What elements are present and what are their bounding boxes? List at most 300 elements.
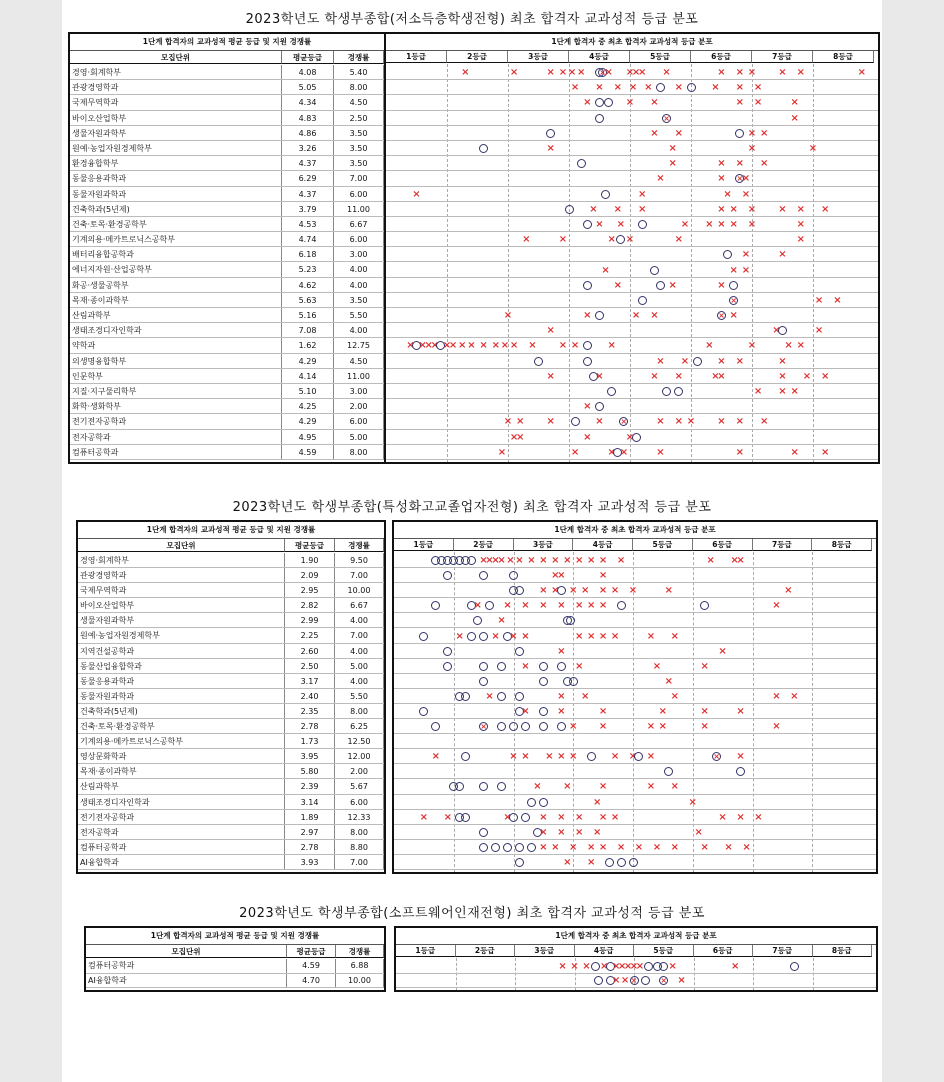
fail-mark-x: × — [575, 600, 584, 612]
pass-mark-circle — [571, 417, 580, 426]
fail-mark-x: × — [521, 630, 530, 642]
row-competition-ratio: 3.50 — [334, 141, 384, 155]
pass-mark-circle — [497, 722, 506, 731]
row-avg-grade: 4.34 — [282, 95, 334, 109]
chart-row — [394, 689, 876, 704]
row-avg-grade: 2.60 — [285, 644, 335, 658]
row-competition-ratio: 8.00 — [334, 80, 384, 94]
chart-title: 1단계 합격자 중 최초 합격자 교과성적 등급 분포 — [396, 928, 876, 945]
fail-mark-x: × — [485, 555, 494, 567]
fail-mark-x: × — [729, 203, 738, 215]
table-row — [70, 217, 384, 232]
pass-mark-circle — [662, 387, 671, 396]
row-competition-ratio: 6.00 — [335, 795, 384, 809]
table-row — [70, 414, 384, 429]
fail-mark-x: × — [784, 340, 793, 352]
stats-table-title: 1단계 합격자의 교과성적 평균 등급 및 지원 경쟁률 — [86, 928, 384, 945]
fail-mark-x: × — [717, 416, 726, 428]
row-avg-grade: 2.35 — [285, 704, 335, 718]
row-avg-grade: 4.70 — [287, 974, 336, 988]
pass-mark-circle — [583, 341, 592, 350]
row-avg-grade: 5.05 — [282, 80, 334, 94]
pass-mark-circle — [605, 858, 614, 867]
fail-mark-x: × — [509, 630, 518, 642]
fail-mark-x: × — [625, 234, 635, 246]
fail-mark-x: × — [753, 82, 763, 94]
row-avg-grade: 2.09 — [285, 568, 335, 582]
fail-mark-x: × — [607, 340, 616, 352]
fail-mark-x: × — [558, 340, 568, 352]
pass-mark-circle — [455, 782, 464, 791]
row-unit-name: 건축·토목·환경공학부 — [78, 719, 285, 733]
fail-mark-x: × — [607, 234, 616, 246]
chart-row — [394, 825, 876, 840]
fail-mark-x: × — [430, 340, 439, 352]
fail-mark-x: × — [539, 555, 548, 567]
stats-table-title: 1단계 합격자의 교과성적 평균 등급 및 지원 경쟁률 — [78, 522, 384, 539]
fail-mark-x: × — [570, 960, 579, 972]
pass-mark-circle — [583, 357, 592, 366]
row-unit-name: 산림과학부 — [78, 779, 285, 793]
row-unit-name: 생태조경디자인학과 — [70, 323, 282, 337]
chart-row — [386, 308, 878, 323]
row-unit-name: 목재·종이과학부 — [78, 764, 285, 778]
fail-mark-x: × — [635, 960, 645, 972]
fail-mark-x: × — [617, 960, 627, 972]
chart-row — [386, 141, 878, 156]
grade-header: 8등급 — [813, 945, 873, 957]
fail-mark-x: × — [473, 600, 482, 612]
fail-mark-x: × — [610, 811, 620, 823]
fail-mark-x: × — [583, 310, 592, 322]
chart-row — [386, 399, 878, 414]
row-competition-ratio: 11.00 — [334, 202, 384, 216]
pass-mark-circle — [461, 813, 470, 822]
fail-mark-x: × — [582, 960, 591, 972]
pass-mark-circle — [479, 843, 488, 852]
row-unit-name: 영상문화학과 — [78, 749, 285, 763]
row-unit-name: 전자공학과 — [78, 825, 285, 839]
chart-row — [386, 126, 878, 141]
fail-mark-x: × — [610, 585, 620, 597]
row-competition-ratio: 12.00 — [335, 749, 384, 763]
fail-mark-x: × — [595, 416, 604, 428]
pass-mark-circle — [539, 722, 548, 731]
pass-mark-circle — [638, 296, 647, 305]
fail-mark-x: × — [644, 82, 653, 94]
pass-mark-circle — [509, 813, 518, 822]
fail-mark-x: × — [575, 826, 584, 838]
fail-mark-x: × — [700, 660, 709, 672]
fail-mark-x: × — [772, 721, 781, 733]
fail-mark-x: × — [772, 600, 781, 612]
fail-mark-x: × — [790, 112, 799, 124]
mixed-mark: × — [480, 722, 487, 732]
stats-rows — [78, 553, 384, 870]
fail-mark-x: × — [717, 355, 726, 367]
row-competition-ratio: 5.67 — [335, 779, 384, 793]
row-unit-name: AI융합학과 — [78, 855, 285, 869]
row-unit-name: 원예·농업자원경제학부 — [78, 628, 285, 642]
fail-mark-x: × — [778, 386, 787, 398]
chart-row — [386, 414, 878, 429]
mixed-mark: × — [713, 752, 720, 762]
fail-mark-x: × — [759, 416, 769, 428]
row-unit-name: 원예·농업자원경제학부 — [70, 141, 282, 155]
table-row — [70, 65, 384, 80]
fail-mark-x: × — [491, 555, 500, 567]
section-title: 2023학년도 학생부종합(특성화고교졸업자전형) 최초 합격자 교과성적 등급 분포 — [232, 500, 712, 515]
fail-mark-x: × — [509, 67, 519, 79]
fail-mark-x: × — [592, 796, 602, 808]
pass-mark-circle — [634, 752, 643, 761]
chart-row — [386, 384, 878, 399]
row-avg-grade: 5.16 — [282, 308, 334, 322]
row-unit-name: 관광경영학과 — [70, 80, 282, 94]
pass-mark-circle — [641, 976, 650, 985]
chart-row — [394, 583, 876, 598]
fail-mark-x: × — [527, 555, 536, 567]
chart-rows — [396, 959, 876, 988]
pass-mark-circle — [539, 798, 548, 807]
table-row — [70, 247, 384, 262]
fail-mark-x: × — [546, 370, 555, 382]
pass-mark-circle — [534, 357, 543, 366]
fail-mark-x: × — [677, 975, 686, 987]
fail-mark-x: × — [735, 97, 744, 109]
pass-mark-circle — [539, 662, 548, 671]
fail-mark-x: × — [717, 279, 726, 291]
fail-mark-x: × — [706, 555, 715, 567]
pass-mark-circle — [479, 828, 488, 837]
row-competition-ratio: 7.00 — [334, 171, 384, 185]
fail-mark-x: × — [729, 264, 738, 276]
table-row — [70, 323, 384, 338]
fail-mark-x: × — [629, 960, 639, 972]
fail-mark-x: × — [569, 721, 578, 733]
pass-mark-circle — [443, 662, 452, 671]
fail-mark-x: × — [650, 97, 659, 109]
chart-row — [386, 80, 878, 95]
row-unit-name: 화학·생화학부 — [70, 399, 282, 413]
table-row — [70, 293, 384, 308]
document-page — [62, 0, 882, 1082]
fail-mark-x: × — [625, 431, 635, 443]
pass-mark-circle — [656, 281, 665, 290]
fail-mark-x: × — [610, 751, 620, 763]
fail-mark-x: × — [784, 585, 793, 597]
pass-mark-circle — [638, 220, 647, 229]
fail-mark-x: × — [656, 173, 665, 185]
fail-mark-x: × — [620, 975, 630, 987]
fail-mark-x: × — [814, 294, 824, 306]
table-row — [70, 80, 384, 95]
fail-mark-x: × — [570, 82, 580, 94]
stats-table — [76, 520, 386, 874]
pass-mark-circle — [521, 722, 530, 731]
fail-mark-x: × — [604, 67, 613, 79]
row-avg-grade: 1.73 — [285, 734, 335, 748]
row-competition-ratio: 2.50 — [334, 111, 384, 125]
table-row — [70, 399, 384, 414]
fail-mark-x: × — [778, 203, 787, 215]
chart-row — [394, 779, 876, 794]
row-avg-grade: 4.08 — [282, 65, 334, 79]
pass-mark-circle — [431, 722, 440, 731]
fail-mark-x: × — [557, 690, 566, 702]
chart-row — [394, 613, 876, 628]
stats-table-title: 1단계 합격자의 교과성적 평균 등급 및 지원 경쟁률 — [70, 34, 384, 51]
chart-row — [394, 855, 876, 870]
pass-mark-circle — [601, 190, 610, 199]
fail-mark-x: × — [724, 841, 733, 853]
fail-mark-x: × — [503, 416, 513, 428]
fail-mark-x: × — [595, 218, 604, 230]
pass-mark-circle — [659, 962, 668, 971]
fail-mark-x: × — [557, 811, 566, 823]
fail-mark-x: × — [735, 158, 744, 170]
pass-mark-circle — [617, 858, 626, 867]
table-row — [70, 430, 384, 445]
fail-mark-x: × — [592, 826, 602, 838]
fail-mark-x: × — [637, 188, 647, 200]
fail-mark-x: × — [808, 143, 818, 155]
pass-mark-circle — [443, 647, 452, 656]
fail-mark-x: × — [623, 960, 633, 972]
grade-header: 8등급 — [812, 539, 872, 551]
fail-mark-x: × — [717, 67, 726, 79]
fail-mark-x: × — [735, 67, 744, 79]
chart-row — [386, 171, 878, 186]
row-avg-grade: 4.25 — [282, 399, 334, 413]
table-row — [78, 719, 384, 734]
chart-row — [386, 95, 878, 110]
fail-mark-x: × — [674, 416, 683, 428]
fail-mark-x: × — [598, 585, 608, 597]
row-competition-ratio: 12.50 — [335, 734, 384, 748]
fail-mark-x: × — [610, 630, 620, 642]
pass-mark-circle — [595, 98, 604, 107]
row-unit-name: 관광경영학과 — [78, 568, 285, 582]
fail-mark-x: × — [613, 82, 622, 94]
chart-row — [394, 719, 876, 734]
chart-row — [386, 65, 878, 80]
row-unit-name: 동물자원과학과 — [70, 187, 282, 201]
table-row — [78, 598, 384, 613]
chart-row — [394, 810, 876, 825]
grade-header: 2등급 — [456, 945, 516, 957]
pass-mark-circle — [587, 752, 596, 761]
fail-mark-x: × — [515, 555, 524, 567]
fail-mark-x: × — [637, 67, 647, 79]
fail-mark-x: × — [735, 82, 744, 94]
table-row — [78, 553, 384, 568]
pass-mark-circle — [515, 692, 524, 701]
fail-mark-x: × — [652, 841, 662, 853]
row-avg-grade: 4.53 — [282, 217, 334, 231]
fail-mark-x: × — [796, 67, 805, 79]
fail-mark-x: × — [586, 841, 596, 853]
row-competition-ratio: 2.00 — [334, 399, 384, 413]
fail-mark-x: × — [646, 781, 656, 793]
chart-row — [394, 553, 876, 568]
fail-mark-x: × — [736, 811, 745, 823]
pass-mark-circle — [497, 692, 506, 701]
fail-mark-x: × — [628, 751, 638, 763]
row-avg-grade: 4.86 — [282, 126, 334, 140]
fail-mark-x: × — [796, 203, 805, 215]
grade-header: 5등급 — [634, 945, 694, 957]
pass-mark-circle — [616, 235, 625, 244]
fail-mark-x: × — [586, 600, 596, 612]
table-row — [70, 354, 384, 369]
row-unit-name: 경영·회계학부 — [78, 553, 285, 567]
chart-row — [386, 445, 878, 460]
fail-mark-x: × — [670, 841, 679, 853]
fail-mark-x: × — [613, 279, 622, 291]
column-header-avg: 평균등급 — [287, 945, 336, 958]
fail-mark-x: × — [546, 67, 555, 79]
fail-mark-x: × — [509, 340, 519, 352]
row-unit-name: 기계의용·메카트로닉스공학부 — [78, 734, 285, 748]
fail-mark-x: × — [631, 67, 641, 79]
pass-mark-circle — [557, 722, 566, 731]
pass-mark-circle — [509, 722, 518, 731]
fail-mark-x: × — [595, 82, 604, 94]
row-avg-grade: 3.95 — [285, 749, 335, 763]
pass-mark-circle — [594, 976, 603, 985]
row-competition-ratio: 5.00 — [334, 430, 384, 444]
chart-row — [386, 430, 878, 445]
fail-mark-x: × — [528, 340, 537, 352]
fail-mark-x: × — [586, 630, 596, 642]
fail-mark-x: × — [747, 143, 757, 155]
fail-mark-x: × — [569, 585, 578, 597]
pass-mark-circle — [443, 571, 452, 580]
fail-mark-x: × — [558, 234, 568, 246]
fail-mark-x: × — [595, 370, 604, 382]
pass-mark-circle — [539, 707, 548, 716]
fail-mark-x: × — [656, 416, 665, 428]
fail-mark-x: × — [558, 67, 568, 79]
row-competition-ratio: 3.00 — [334, 247, 384, 261]
chart-row — [386, 338, 878, 353]
fail-mark-x: × — [551, 555, 560, 567]
fail-mark-x: × — [575, 660, 584, 672]
fail-mark-x: × — [616, 555, 626, 567]
chart-row — [394, 568, 876, 583]
fail-mark-x: × — [598, 811, 608, 823]
fail-mark-x: × — [557, 645, 566, 657]
fail-mark-x: × — [461, 67, 470, 79]
pass-mark-circle — [479, 571, 488, 580]
fail-mark-x: × — [747, 203, 757, 215]
fail-mark-x: × — [539, 585, 548, 597]
table-row — [70, 262, 384, 277]
pass-mark-circle — [566, 616, 575, 625]
fail-mark-x: × — [586, 856, 596, 868]
fail-mark-x: × — [754, 811, 763, 823]
fail-mark-x: × — [646, 751, 656, 763]
mixed-mark: × — [718, 311, 725, 321]
fail-mark-x: × — [503, 310, 513, 322]
pass-mark-circle — [527, 798, 536, 807]
row-unit-name: 전기전자공학과 — [78, 810, 285, 824]
stats-table — [84, 926, 386, 992]
table-row — [78, 840, 384, 855]
row-unit-name: 지역건설공학과 — [78, 644, 285, 658]
pass-mark-circle — [515, 586, 524, 595]
fail-mark-x: × — [857, 67, 866, 79]
row-competition-ratio: 3.00 — [334, 384, 384, 398]
fail-mark-x: × — [717, 370, 726, 382]
pass-mark-circle — [491, 843, 500, 852]
table-row — [70, 278, 384, 293]
pass-mark-circle — [632, 433, 641, 442]
fail-mark-x: × — [448, 340, 458, 352]
table-row — [86, 959, 384, 974]
pass-mark-circle — [583, 281, 592, 290]
chart-row — [386, 111, 878, 126]
fail-mark-x: × — [646, 630, 656, 642]
table-row — [78, 613, 384, 628]
fail-mark-x: × — [406, 340, 415, 352]
fail-mark-x: × — [515, 431, 525, 443]
column-header-unit: 모집단위 — [78, 539, 285, 552]
row-avg-grade: 1.90 — [285, 553, 335, 567]
stats-rows — [86, 959, 384, 988]
fail-mark-x: × — [570, 340, 580, 352]
grade-header: 7등급 — [752, 51, 813, 63]
fail-mark-x: × — [741, 264, 751, 276]
fail-mark-x: × — [747, 340, 757, 352]
fail-mark-x: × — [747, 218, 757, 230]
fail-mark-x: × — [491, 340, 500, 352]
fail-mark-x: × — [700, 705, 709, 717]
mixed-mark: × — [663, 113, 670, 123]
fail-mark-x: × — [506, 555, 515, 567]
pass-mark-circle — [497, 662, 506, 671]
row-avg-grade: 3.17 — [285, 674, 335, 688]
fail-mark-x: × — [557, 705, 566, 717]
fail-mark-x: × — [736, 751, 745, 763]
fail-mark-x: × — [753, 97, 763, 109]
row-avg-grade: 3.26 — [282, 141, 334, 155]
fail-mark-x: × — [802, 370, 812, 382]
pass-mark-circle — [644, 962, 653, 971]
table-row — [78, 659, 384, 674]
fail-mark-x: × — [717, 218, 726, 230]
fail-mark-x: × — [442, 340, 452, 352]
fail-mark-x: × — [583, 97, 592, 109]
mixed-mark: × — [736, 174, 744, 184]
fail-mark-x: × — [580, 585, 590, 597]
fail-mark-x: × — [546, 416, 555, 428]
fail-mark-x: × — [628, 585, 638, 597]
chart-row — [394, 749, 876, 764]
table-row — [78, 734, 384, 749]
row-competition-ratio: 12.75 — [334, 338, 384, 352]
chart-row — [394, 795, 876, 810]
pass-mark-circle — [595, 402, 604, 411]
row-avg-grade: 4.37 — [282, 156, 334, 170]
chart-row — [386, 293, 878, 308]
fail-mark-x: × — [567, 67, 577, 79]
fail-mark-x: × — [796, 234, 805, 246]
row-unit-name: 생물자원과학부 — [78, 613, 285, 627]
row-competition-ratio: 4.50 — [334, 354, 384, 368]
column-header-ratio: 경쟁률 — [335, 539, 384, 552]
